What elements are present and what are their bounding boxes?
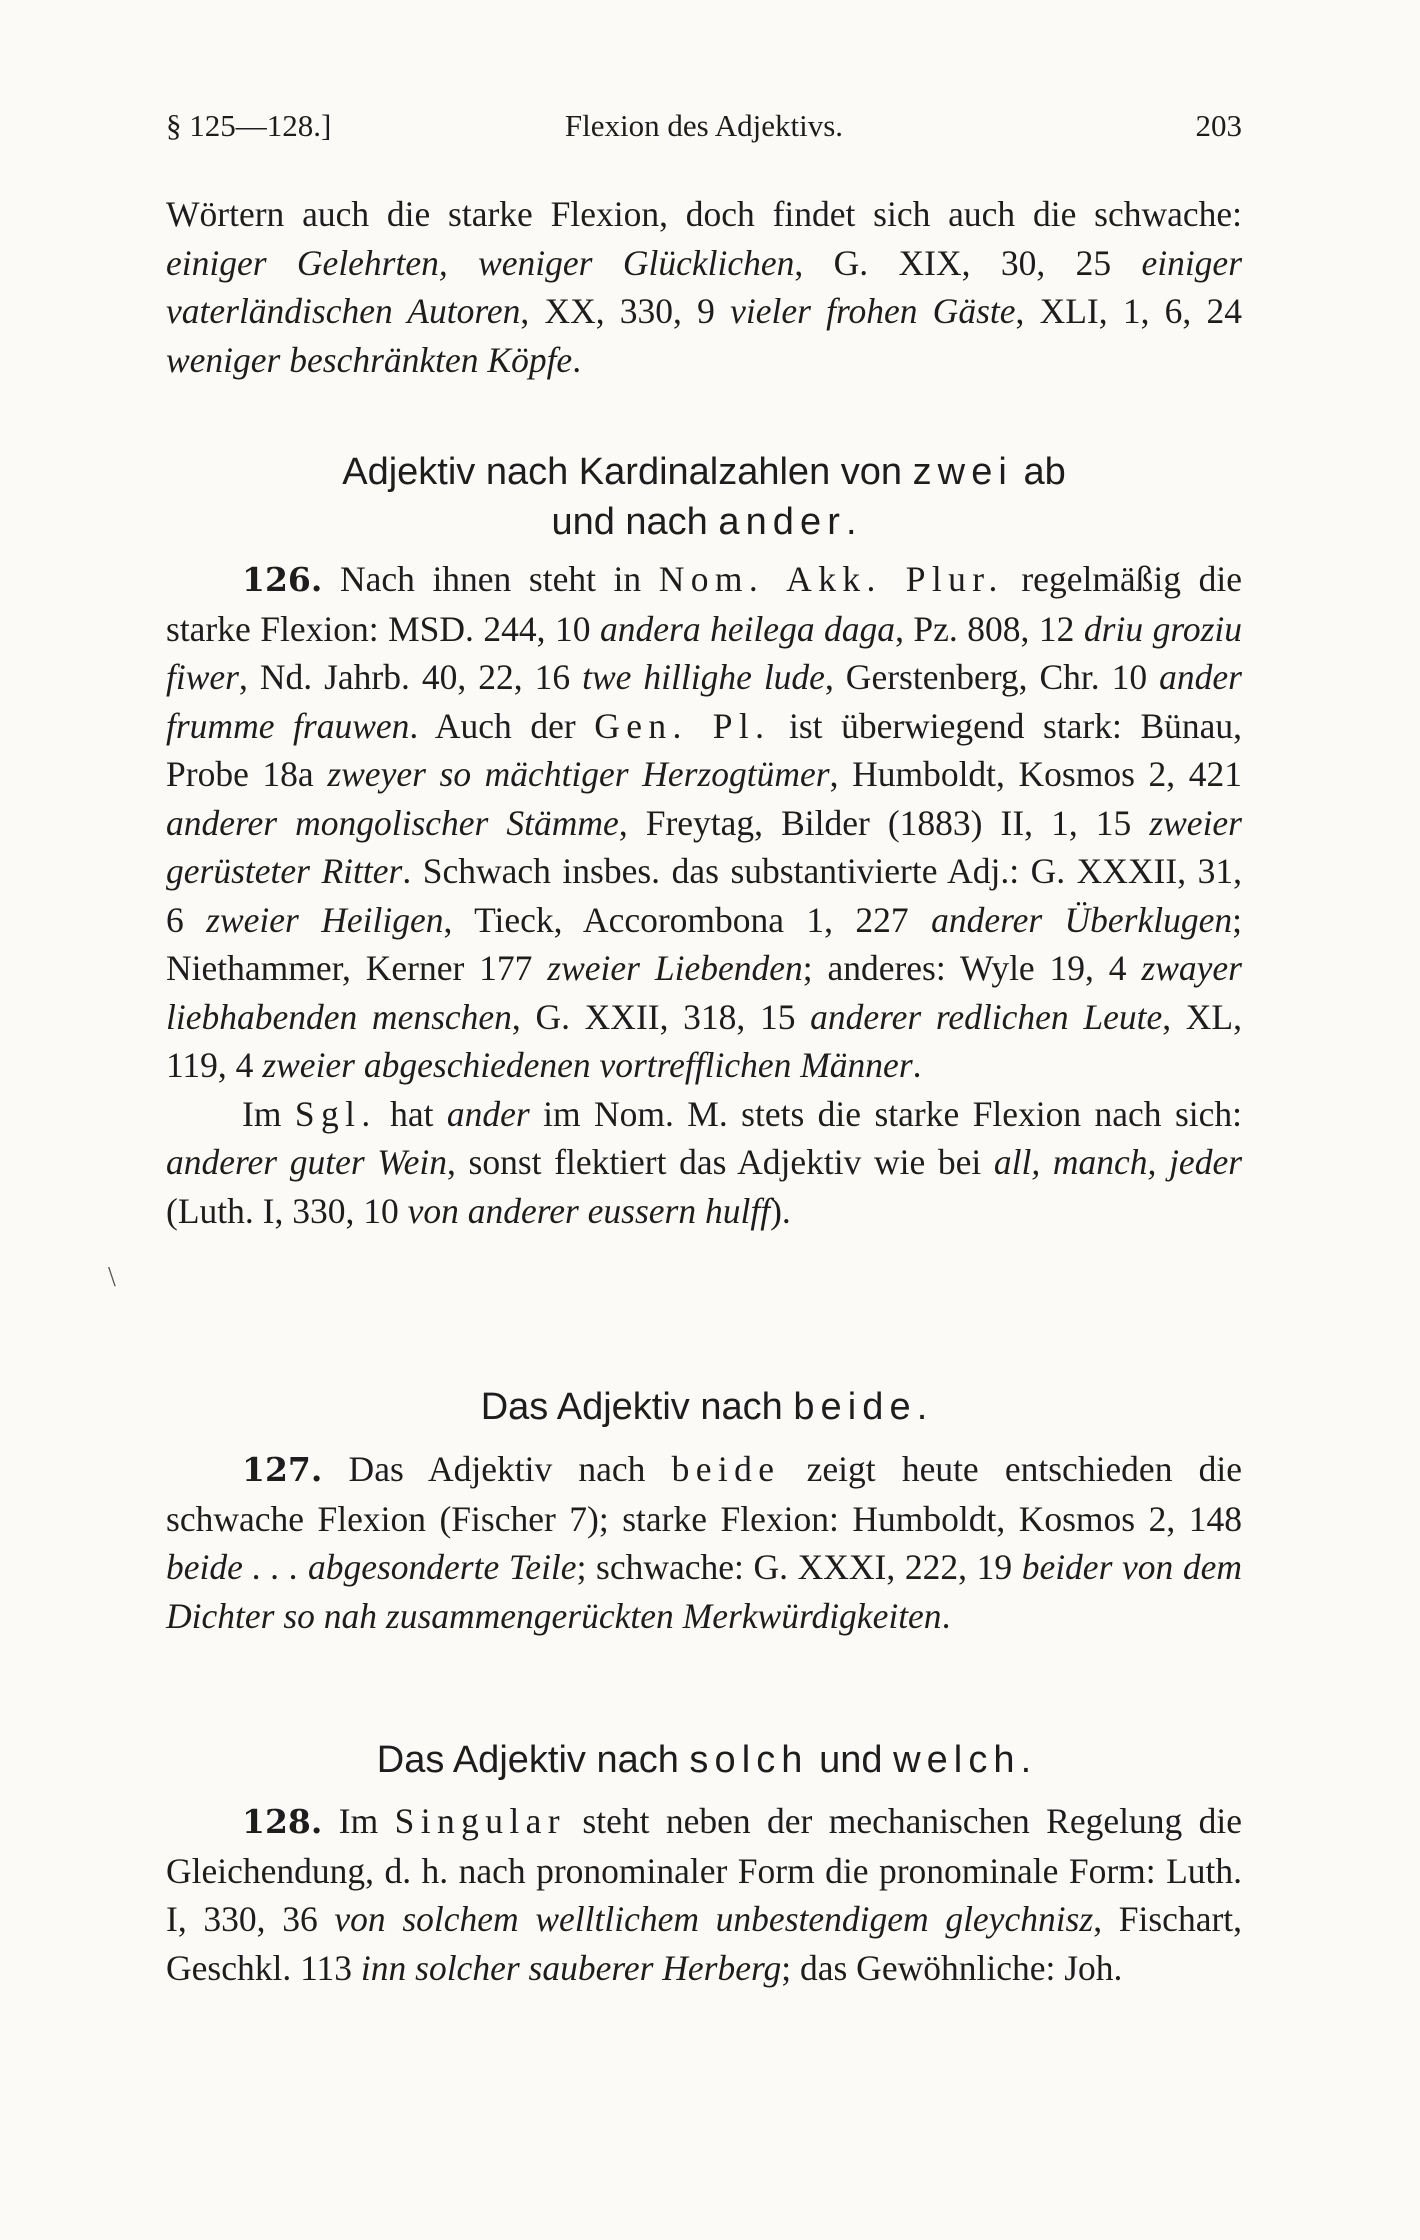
page-title: Flexion des Adjektivs. [564, 108, 844, 143]
paragraph-number: 128. [242, 1802, 323, 1841]
section-heading-126 [166, 447, 1242, 547]
paragraph-125-continuation: Wörtern auch die starke Flexion, doch findet sich auch die schwache: einiger Gelehrten, weniger Glücklichen, G. XIX, 30, 25 einiger vaterländischen Autoren, XX, 330, 9 vieler frohen Gäste, XLI, 1, 6, 24 weniger beschränkten Köpfe. [166, 194, 1243, 380]
section-heading-126-line2: und nach ander. [551, 501, 857, 543]
section-heading-128: Das Adjektiv nach solch und welch. [376, 1739, 1032, 1781]
section-heading-126-line1: Adjektiv nach Kardinalzahlen von zwei ab [342, 451, 1066, 493]
section-range: § 125—128.] [166, 108, 332, 143]
page-number: 203 [1195, 108, 1242, 143]
paragraph-126: 126. Nach ihnen steht in Nom. Akk. Plur. regelmäßig die starke Flexion: MSD. 244, 10 andera heilega daga, Pz. 808, 12 driu groziu fiwer, Nd. Jahrb. 40, 22, 16 twe hillighe lude, Gerstenberg, Chr. 10 ander frumme frauwen. Auch der Gen. Pl. ist überwiegend stark: Bünau, Probe 18a zweyer so mächtiger Herzogtümer, Humboldt, Kosmos 2, 421 anderer mongolischer Stämme, Freytag, Bilder (1883) II, 1, 15 zweier gerüsteter Ritter. Schwach insbes. das substantivierte Adj.: G. XXXII, 31, 6 zweier Heiligen, Tieck, Accorombona 1, 227 anderer Überklugen; Niethammer, Kerner 177 zweier Liebenden; anderes: Wyle 19, 4 zwayer liebhabenden menschen, G. XXII, 318, 15 anderer redlichen Leute, XL, 119, 4 zweier abgeschiedenen vortrefflichen Männer. Im Sgl. hat ander im Nom. M. stets die starke Flexion nach sich: anderer guter Wein, sonst flektiert das Adjektiv wie bei all, manch, jeder (Luth. I, 330, 10 von anderer eussern hulff). [166, 559, 1243, 1231]
section-heading-127: Das Adjektiv nach beide. [480, 1386, 928, 1428]
paragraph-number: 127. [242, 1450, 323, 1489]
paragraph-number: 126. [242, 560, 323, 599]
paragraph-127: 127. Das Adjektiv nach beide zeigt heute entschieden die schwache Flexion (Fischer 7); starke Flexion: Humboldt, Kosmos 2, 148 beide . . . abgesonderte Teile; schwache: G. XXXI, 222, 19 beider von dem Dichter so nah zusammengerückten Merkwürdigkeiten. [166, 1449, 1243, 1636]
paragraph-128: 128. Im Singular steht neben der mechanischen Regelung die Gleichendung, d. h. nach pronominaler Form die pronominale Form: Luth. I, 330, 36 von solchem welltlichem unbestendigem gleychnisz, Fischart, Geschkl. 113 inn solcher sauberer Herberg; das Gewöhnliche: Joh. [166, 1801, 1243, 1988]
margin-mark: \ [108, 1262, 116, 1293]
running-head [166, 108, 1242, 152]
